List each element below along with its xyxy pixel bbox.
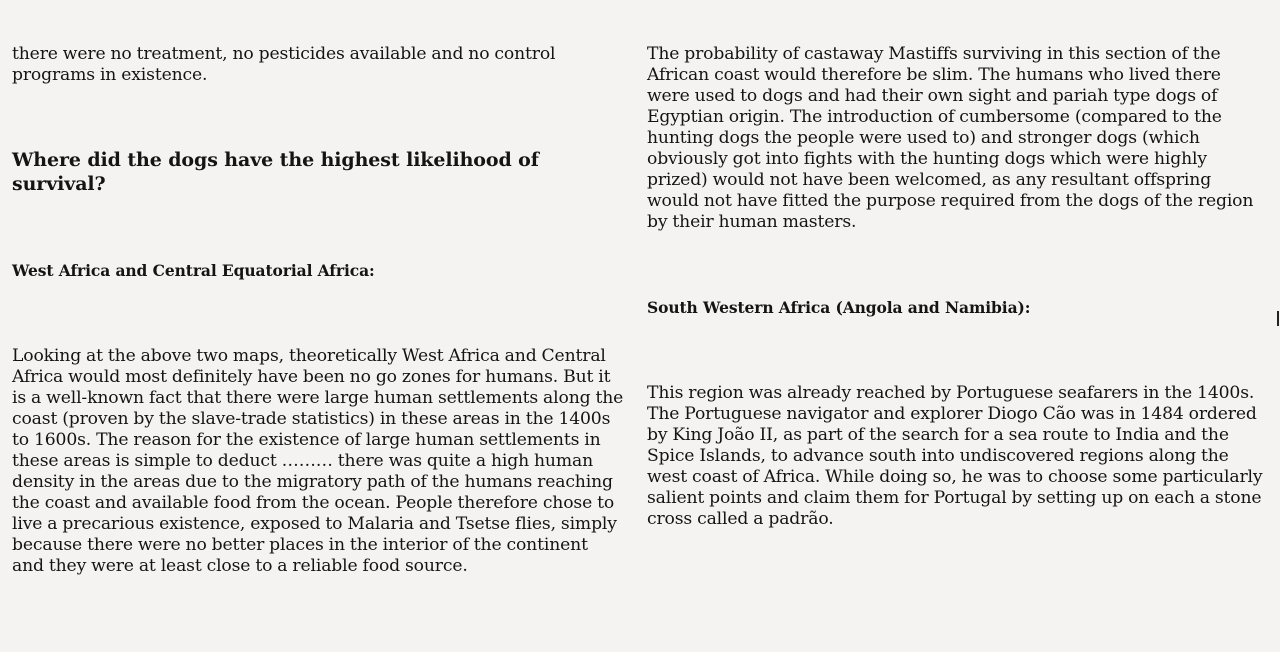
question-heading: Where did the dogs have the highest likelihood of survival? [12, 149, 539, 195]
region-paragraph-south-western-africa: This region was already reached by Portuguese seafarers in the 1400s. The Portuguese navigator and explorer Diogo Cão was in 1484 ordered by King João II, as part of the search for a sea route to India and the Spice Islands, to advance south into undiscovered regions along the west coast of Africa. While doing so, he was to choose some particularly salient points and claim them for Portugal by setting up on each a stone cross called a padrão. [647, 383, 1263, 529]
region-heading-west-central-africa: West Africa and Central Equatorial Africa: [12, 261, 375, 280]
intro-paragraph-right: The probability of castaway Mastiffs surviving in this section of the African coast would therefore be slim. The humans who lived there were used to dogs and had their own sight and pariah type dogs of Egyptian origin. The introduction of cumbersome (compared to the hunting dogs the people were used to) and stronger dogs (which obviously got into fights with the hunting dogs which were highly prized) would not have been welcomed, as any resultant offspring would not have fitted the purpose required from the dogs of the region by their human masters. [647, 44, 1254, 232]
text-cursor-icon [1277, 311, 1279, 326]
left-column [12, 44, 624, 577]
region-paragraph-west-central-africa: Looking at the above two maps, theoretically West Africa and Central Africa would most definitely have been no go zones for humans. But it is a well-known fact that there were large human settlements along the coast (proven by the slave-trade statistics) in these areas in the 1400s to 1600s. The reason for the existence of large human settlements in these areas is simple to deduct ……… there was quite a high human density in the areas due to the migratory path of the humans reaching the coast and available food from the ocean. People therefore chose to live a precarious existence, exposed to Malaria and Tsetse flies, simply because there were no better places in the interior of the continent and they were at least close to a reliable food source. [12, 346, 624, 576]
region-heading-south-western-africa: South Western Africa (Angola and Namibia): [647, 298, 1031, 317]
intro-paragraph-left: there were no treatment, no pesticides available and no control programs in existence. [12, 44, 556, 85]
right-column [647, 44, 1267, 530]
